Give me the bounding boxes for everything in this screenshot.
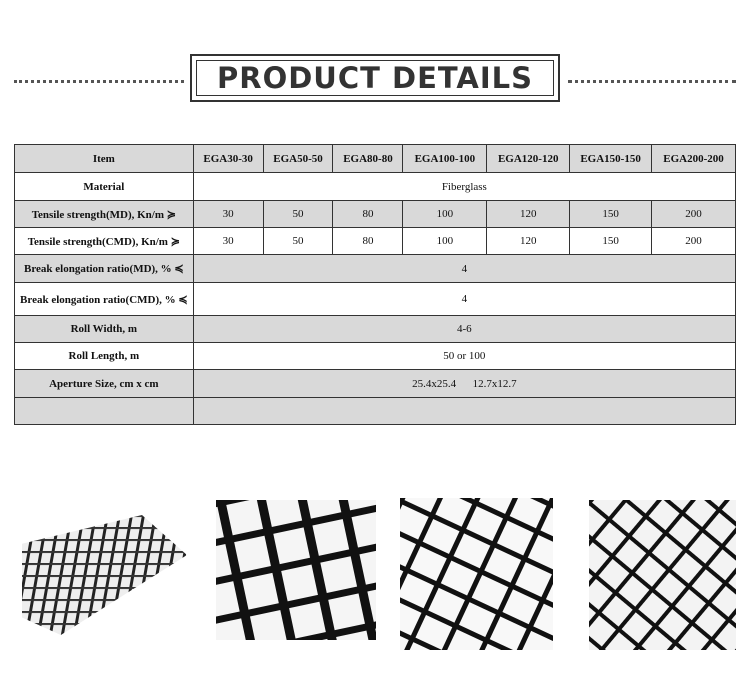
divider-right (568, 80, 736, 83)
title-banner (190, 54, 560, 102)
cell: 120 (487, 228, 570, 255)
header-cell: EGA80-80 (333, 145, 403, 173)
product-photo-mesh-fold (400, 498, 553, 650)
cell: 150 (570, 228, 652, 255)
cell: 100 (403, 201, 487, 228)
table-row (15, 283, 736, 316)
header-cell: EGA200-200 (652, 145, 736, 173)
cell: 4 (193, 283, 735, 316)
table-row (15, 343, 736, 370)
row-label: Material (15, 173, 194, 201)
product-photo-mesh-diagonal (589, 500, 736, 650)
table-row-empty (15, 398, 736, 425)
row-label: Roll Length, m (15, 343, 194, 370)
cell: 4-6 (193, 316, 735, 343)
header-cell: EGA120-120 (487, 145, 570, 173)
cell: 200 (652, 201, 736, 228)
table-row (15, 201, 736, 228)
cell (193, 398, 735, 425)
header-cell: EGA150-150 (570, 145, 652, 173)
cell: 80 (333, 228, 403, 255)
cell: 50 (263, 228, 333, 255)
cell: 50 or 100 (193, 343, 735, 370)
header-cell: EGA50-50 (263, 145, 333, 173)
product-photo-mesh-perspective (22, 515, 194, 635)
cell: 50 (263, 201, 333, 228)
row-label: Aperture Size, cm x cm (15, 370, 194, 398)
cell: 150 (570, 201, 652, 228)
cell (15, 398, 194, 425)
cell: 30 (193, 201, 263, 228)
cell: 4 (193, 255, 735, 283)
header-cell: Item (15, 145, 194, 173)
cell: 80 (333, 201, 403, 228)
product-photo-mesh-closeup (216, 500, 376, 640)
table-row (15, 255, 736, 283)
cell: 25.4x25.4 12.7x12.7 (193, 370, 735, 398)
table-row (15, 173, 736, 201)
cell: 200 (652, 228, 736, 255)
cell: 100 (403, 228, 487, 255)
page-title: PRODUCT DETAILS (196, 60, 554, 96)
table-row (15, 228, 736, 255)
header-cell: EGA30-30 (193, 145, 263, 173)
row-label: Break elongation ratio(CMD), % ≼ (15, 283, 194, 316)
row-label: Tensile strength(MD), Kn/m ≽ (15, 201, 194, 228)
header-cell: EGA100-100 (403, 145, 487, 173)
cell: Fiberglass (193, 173, 735, 201)
cell: 120 (487, 201, 570, 228)
cell: 30 (193, 228, 263, 255)
spec-table (14, 144, 736, 425)
row-label: Roll Width, m (15, 316, 194, 343)
row-label: Break elongation ratio(MD), % ≼ (15, 255, 194, 283)
header-row (15, 145, 736, 173)
table-row (15, 316, 736, 343)
divider-left (14, 80, 184, 83)
table-row (15, 370, 736, 398)
row-label: Tensile strength(CMD), Kn/m ≽ (15, 228, 194, 255)
